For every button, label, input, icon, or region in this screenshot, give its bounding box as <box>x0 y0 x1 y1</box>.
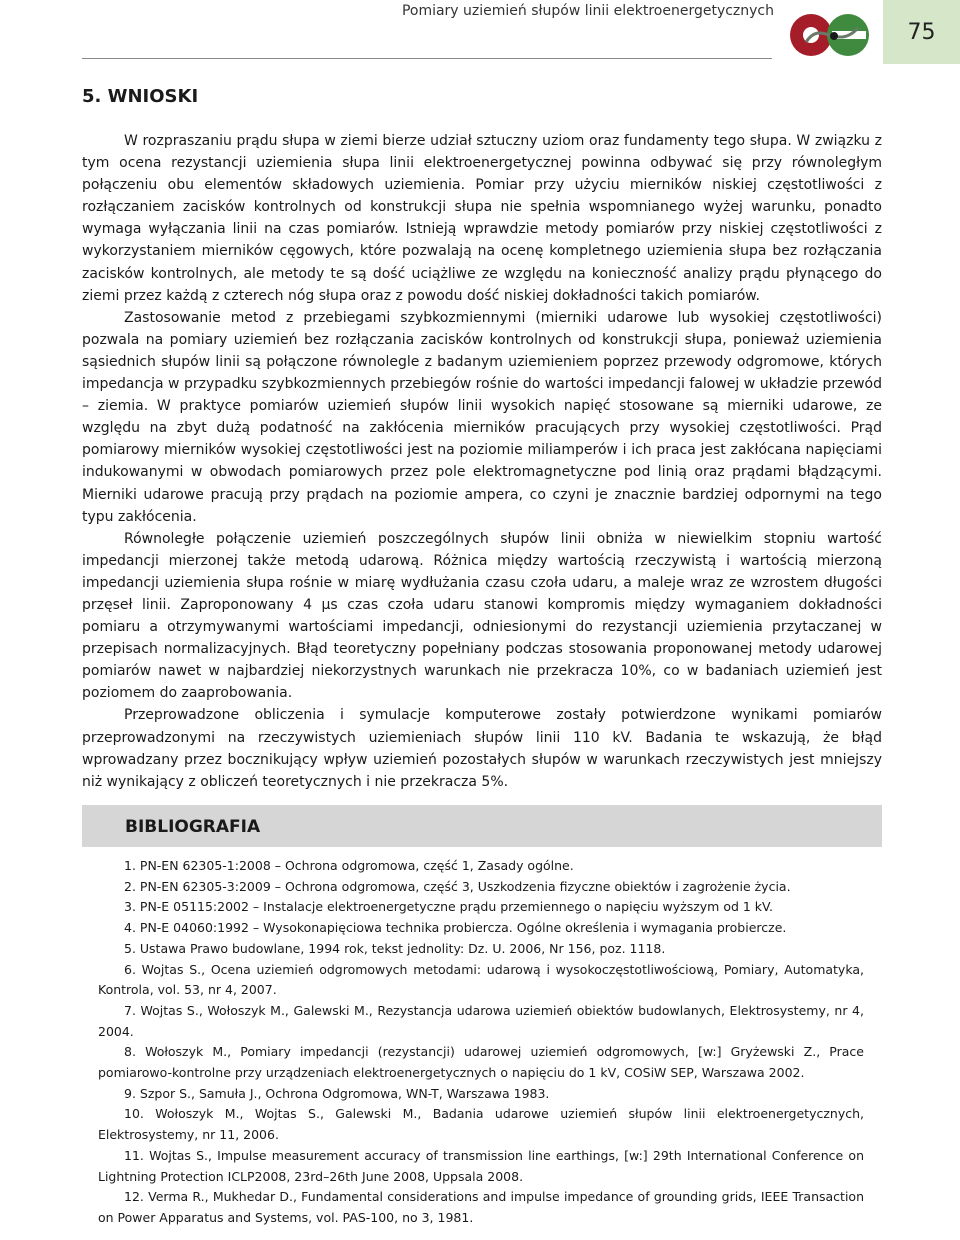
bibliography-title: BIBLIOGRAFIA <box>125 817 261 837</box>
logo-center-dot <box>830 32 838 40</box>
bibliography-item: 4. PN-E 04060:1992 – Wysokonapięciowa technika probiercza. Ogólne określenia i wymagania probiercze. <box>124 920 787 936</box>
bibliography-item: 1. PN-EN 62305-1:2008 – Ochrona odgromowa, część 1, Zasady ogólne. <box>124 858 574 873</box>
paragraph: Przeprowadzone obliczenia i symulacje komputerowe zostały potwierdzone wynikami pomiarów przeprowadzonymi na rzeczywistych uziemieniach słupów linii 110 kV. Badania te wskazują, że błąd wprowadzany przez bocznikujący wpływ uziemień pozostałych słupów w warunkach rzeczywistych jest mniejszy niż wynikający z obliczeń teoretycznych i nie przekracza 5%. <box>82 707 882 790</box>
section-heading: 5. WNIOSKI <box>82 86 199 107</box>
header-rule <box>82 58 772 59</box>
bibliography-item: 3. PN-E 05115:2002 – Instalacje elektroenergetyczne prądu przemiennego o napięciu wyższym od 1 kV. <box>124 899 773 915</box>
bibliography-item: 10. Wołoszyk M., Wojtas S., Galewski M., Badania udarowe uziemień słupów linii elektroenergetycznych, Elektrosystemy, nr 11, 2006. <box>98 1106 864 1143</box>
bibliography-item: 12. Verma R., Mukhedar D., Fundamental considerations and impulse impedance of grounding grids, IEEE Transaction on Power Apparatus and Systems, vol. PAS-100, no 3, 1981. <box>98 1189 864 1225</box>
bibliography-item: 2. PN-EN 62305-3:2009 – Ochrona odgromowa, część 3, Uszkodzenia fizyczne obiektów i zagrożenie życia. <box>124 878 791 894</box>
bibliography-item: 7. Wojtas S., Wołoszyk M., Galewski M., Rezystancja udarowa uziemień obiektów budowlanych, Elektrosystemy, nr 4, 2004. <box>98 1002 864 1039</box>
bibliography-item: 9. Szpor S., Samuła J., Ochrona Odgromowa, WN-T, Warszawa 1983. <box>124 1085 550 1101</box>
running-title: Pomiary uziemień słupów linii elektroenergetycznych <box>401 3 774 19</box>
paragraph: Zastosowanie metod z przebiegami szybkozmiennymi (mierniki udarowe lub wysokiej częstotliwości) pozwala na pomiary uziemień bez rozłączania zacisków kontrolnych od konstrukcji słupa, ponieważ uziemienia sąsiednich słupów linii są połączone równolegle z badanym uziemieniem poprzez przewody odgromowe, których impedancja w przypadku szybkozmiennych przebiegów rośnie do wartości impedancji falowej w układzie przewód – ziemia. W praktyce pomiarów uziemień słupów linii wysokich napięć stosowane są mierniki udarowe, ze względu na zbyt dużą podatność na zakłócenia mierników pracujących przy wysokiej częstotliwości. Prąd pomiarowy mierników wysokiej częstotliwości jest na poziomie miliamperów i ich praca jest zakłócana napięciami indukowanymi w obwodach pomiarowych przez pole elektromagnetyczne pod linią oraz prądami błądzącymi. Mierniki udarowe pracują przy prądach na poziomie ampera, co czyni je znacznie bardziej odpornymi na tego typu zakłócenia. <box>82 309 882 525</box>
paragraph: W rozpraszaniu prądu słupa w ziemi bierze udział sztuczny uziom oraz fundamenty tego słupa. W związku z tym ocena rezystancji uziemienia słupa linii elektroenergetycznej powinna odbywać się przy równoległym połączeniu obu elementów składowych uziemienia. Pomiar przy użyciu mierników niskiej częstotliwości z rozłączaniem zacisków kontrolnych od konstrukcji słupa nie spełnia wspomnianego wyżej warunku, ponadto wymaga wyłączania linii na czas pomiarów. Istnieją wprawdzie metody pomiarów przy niskiej częstotliwości z wykorzystaniem mierników cęgowych, które pozwalają na ocenę kompletnego uziemienia słupa bez rozłączania zacisków kontrolnych, ale metody te są dość uciążliwe ze względu na konieczność analizy prądu płynącego do ziemi przez każdą z czterech nóg słupa oraz z powodu dość niskiej dokładności takich pomiarów. <box>82 133 882 304</box>
body-text <box>82 130 882 793</box>
page-number: 75 <box>907 19 936 45</box>
bibliography-item: 8. Wołoszyk M., Pomiary impedancji (rezystancji) udarowej uziemień odgromowych, [w:] Gryżewski Z., Prace pomiarowo-kontrolne przy urządzeniach elektroenergetycznych o napięciu do 1 kV, COSiW SEP, Warszawa 2002. <box>98 1044 864 1081</box>
paragraph: Równoległe połączenie uziemień poszczególnych słupów linii obniża w niewielkim stopniu wartość impedancji mierzonej także metodą udarową. Różnica między wartością rzeczywistą i wartością mierzoną impedancji uziemienia słupa rośnie w miarę wydłużania czasu czoła udaru, a maleje wraz ze wzrostem długości przęseł linii. Zaproponowany 4 μs czas czoła udaru stanowi kompromis między wymaganiem dokładności pomiaru a otrzymywanymi wartościami impedancji, odniesionymi do rezystancji uziemienia przytaczanej w przepisach normalizacyjnych. Błąd teoretyczny popełniany podczas stosowania proponowanej metody udarowej pomiarów nawet w najbardziej niekorzystnych warunkach nie przekracza 10%, co w badaniach uziemień jest poziomem do zaaprobowania. <box>82 530 882 702</box>
page-number-box <box>883 0 960 64</box>
bibliography-item: 11. Wojtas S., Impulse measurement accuracy of transmission line earthings, [w:] 29th International Conference on Lightning Protection ICLP2008, 23rd–26th June 2008, Uppsala 2008. <box>98 1147 864 1184</box>
bibliography-list <box>98 856 864 1229</box>
ae-logo <box>788 8 874 60</box>
bibliography-item: 5. Ustawa Prawo budowlane, 1994 rok, tekst jednolity: Dz. U. 2006, Nr 156, poz. 1118. <box>124 940 666 956</box>
bibliography-item: 6. Wojtas S., Ocena uziemień odgromowych metodami: udarową i wysokoczęstotliwościową, Pomiary, Automatyka, Kontrola, vol. 53, nr 4, 2007. <box>98 961 864 998</box>
